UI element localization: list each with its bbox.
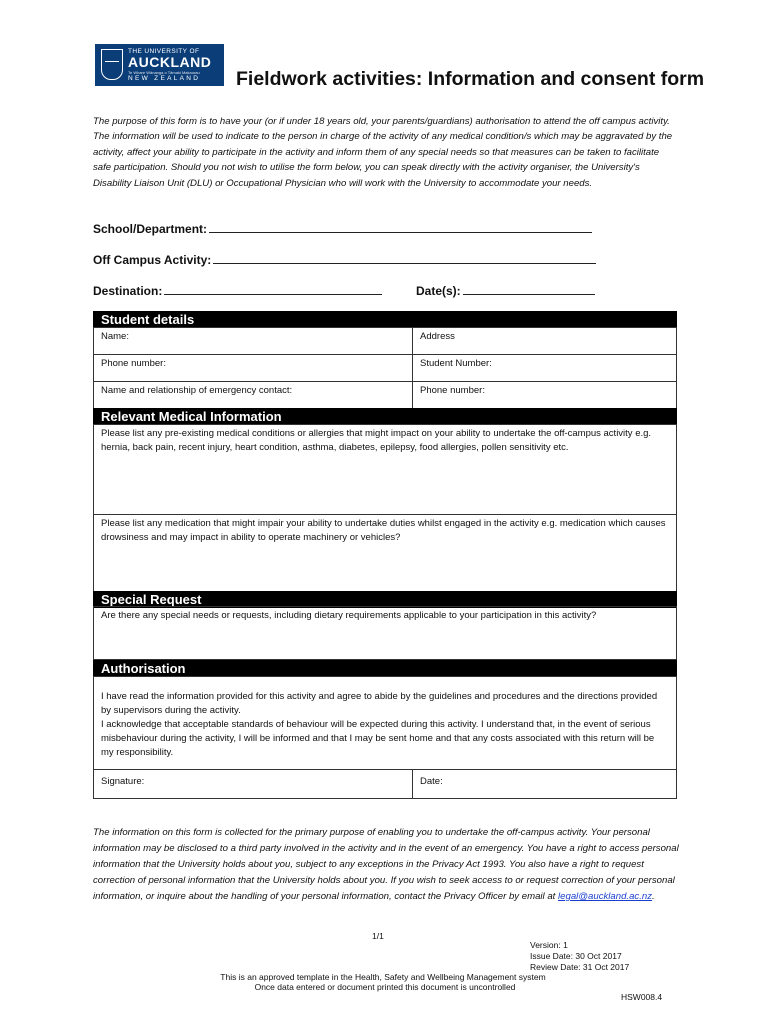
signature-cell[interactable] [93, 769, 413, 799]
student-details-header: Student details [93, 311, 677, 328]
activity-line[interactable] [213, 251, 596, 264]
emergency-phone-label: Phone number: [420, 385, 485, 396]
student-number-label: Student Number: [420, 358, 492, 369]
medical-conditions-cell[interactable] [93, 424, 677, 515]
control-note: Once data entered or document printed this document is uncontrolled [254, 982, 516, 992]
dates-line[interactable] [463, 282, 595, 295]
phone-cell[interactable] [93, 354, 413, 382]
logo-line-4: NEW ZEALAND [128, 75, 201, 82]
dates-field[interactable] [416, 282, 595, 298]
signature-label: Signature: [101, 776, 145, 787]
activity-field[interactable] [93, 251, 596, 267]
address-label: Address [420, 331, 455, 342]
student-number-cell[interactable] [412, 354, 677, 382]
privacy-statement [93, 825, 681, 905]
medication-text: Please list any medication that might impair your ability to undertake duties whilst engaged in the activity e.g. medication which causes drowsiness and may impact in ability to operate machinery or vehicles? [101, 518, 666, 543]
name-label: Name: [101, 331, 129, 342]
document-id: HSW008.4 [621, 992, 663, 1002]
crest-icon [101, 49, 123, 80]
logo-line-3: Te Whare Wānanga o Tāmaki Makaurau [128, 70, 200, 75]
medical-conditions-text: Please list any pre-existing medical conditions or allergies that might impact on your ability to undertake the off-campus activity e.g. hernia, back pain, recent injury, heart condition, asthma, diabetes, epilepsy, food allergies, pollen sensitivity etc. [101, 428, 652, 453]
privacy-end: . [652, 891, 655, 902]
school-label: School/Department: [93, 222, 208, 236]
activity-label: Off Campus Activity: [93, 253, 212, 267]
emergency-contact-label: Name and relationship of emergency contact: [101, 385, 293, 396]
phone-label: Phone number: [101, 358, 166, 369]
emergency-phone-cell[interactable] [412, 381, 677, 409]
purpose-paragraph: The purpose of this form is to have your (or if under 18 years old, your parents/guardians) authorisation to attend the off campus activity. The information will be used to indicate to the person in charge of the activity of any medical condition/s which may be aggravated by the activity, affect your ability to participate in the activity and inform them of any special needs so that measures can be taken to facilitate safe participation. Should you not wish to utilise the form below, you can speak directly with the activity organiser, the University's Disability Liaison Unit (DLU) or Occupational Physician who will work with the University to accommodate your needs. [93, 116, 673, 189]
logo-line-2: AUCKLAND [128, 54, 212, 70]
destination-field[interactable] [93, 282, 382, 298]
date-cell[interactable] [412, 769, 677, 799]
review-date: Review Date: 31 Oct 2017 [530, 962, 630, 972]
logo-line-1: THE UNIVERSITY OF [128, 48, 200, 55]
university-logo [95, 44, 224, 86]
form-title: Fieldwork activities: Information and consent form [236, 68, 705, 90]
privacy-email-link[interactable]: legal@auckland.ac.nz [558, 891, 653, 902]
authorisation-cell [93, 676, 677, 770]
special-request-header: Special Request [93, 591, 677, 608]
address-cell[interactable] [412, 327, 677, 355]
medical-header: Relevant Medical Information [93, 408, 677, 425]
authorisation-para-2: I acknowledge that acceptable standards of behaviour will be expected during this activity. I understand that, in the event of serious misbehaviour during the activity, I will be informed and that I may be sent home and that any costs associated with this return will be my responsibility. [101, 719, 655, 758]
medication-cell[interactable] [93, 514, 677, 592]
special-request-cell[interactable] [93, 606, 677, 660]
template-note: This is an approved template in the Health, Safety and Wellbeing Management system [220, 972, 546, 982]
special-request-text: Are there any special needs or requests, including dietary requirements applicable to your participation in this activity? [101, 610, 597, 621]
destination-line[interactable] [164, 282, 382, 295]
school-line[interactable] [209, 220, 592, 233]
version: Version: 1 [530, 940, 568, 950]
emergency-contact-cell[interactable] [93, 381, 413, 409]
school-field[interactable] [93, 220, 592, 236]
authorisation-para-1: I have read the information provided for this activity and agree to abide by the guidelines and procedures and the directions provided by supervisors during the activity. [101, 691, 658, 716]
authorisation-header: Authorisation [93, 660, 677, 677]
page-number: 1/1 [372, 931, 384, 941]
dates-label: Date(s): [416, 284, 461, 298]
date-label: Date: [420, 776, 443, 787]
issue-date: Issue Date: 30 Oct 2017 [530, 951, 622, 961]
privacy-text: The information on this form is collected for the primary purpose of enabling you to undertake the off-campus activity. Your personal information may be disclosed to a third party involved in the activity and in the event of an emergency. You have a right to access personal information that the University holds about you, subject to any exceptions in the Privacy Act 1993. You also have a right to request correction of personal information that the University holds about you. If you wish to seek access to or request correction of your personal information, or inquire about the handling of your personal information, contact the Privacy Officer by email at [93, 827, 679, 902]
destination-label: Destination: [93, 284, 163, 298]
name-cell[interactable] [93, 327, 413, 355]
